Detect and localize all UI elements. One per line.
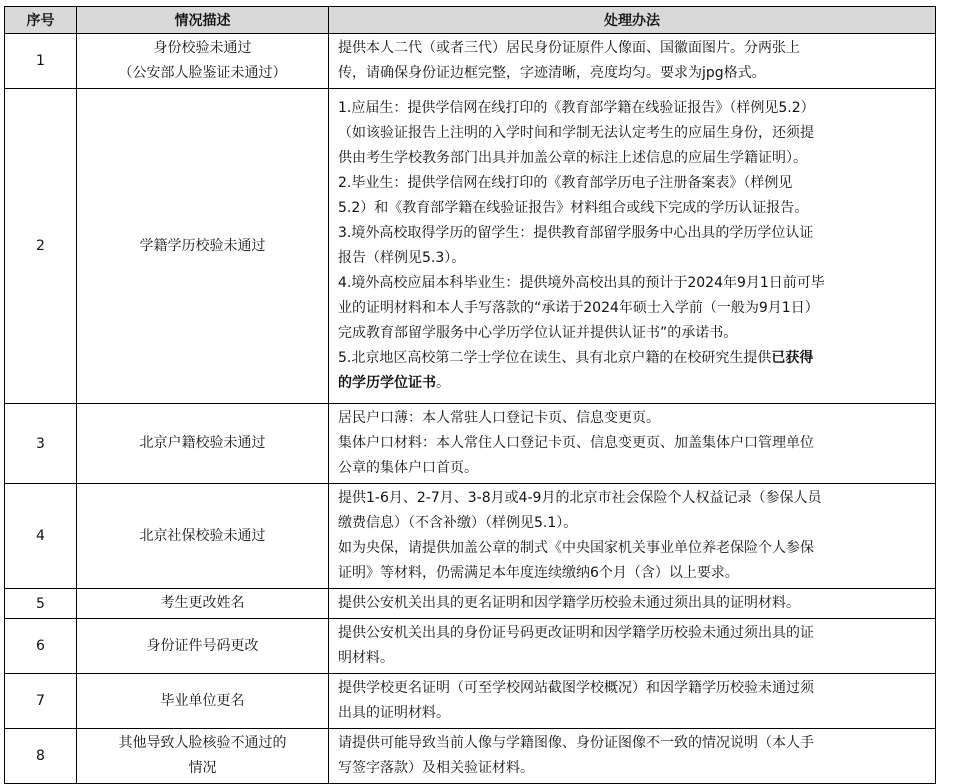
sol-line: 写签字落款）及相关验证材料。 (338, 760, 534, 776)
desc-line: 北京户籍校验未通过 (139, 435, 266, 451)
desc-line: 毕业单位更名 (160, 692, 245, 709)
table-row (5, 674, 936, 729)
row-description (77, 484, 329, 589)
sol-line: 明材料。 (338, 650, 394, 666)
row-description (77, 619, 329, 674)
sol-line (338, 371, 927, 396)
header-num: 序号 (5, 7, 77, 34)
sol-line: 请提供可能导致当前人像与学籍图像、身份证图像不一致的情况说明（本人手 (338, 735, 814, 751)
row-solution (329, 589, 936, 619)
row-number: 1 (5, 34, 77, 89)
sol-line: 出具的证明材料。 (338, 705, 450, 721)
sol-line: （如该验证报告上注明的入学时间和学制无法认定考生的应届生身份，还须提 (338, 125, 814, 141)
table-row (5, 484, 936, 589)
sol-line: 提供1-6月、2-7月、3-8月或4-9月的北京市社会保险个人权益记录（参保人员 (338, 490, 822, 506)
sol-line: 报告（样例见5.3）。 (338, 250, 466, 266)
sol-line: 2.毕业生：提供学信网在线打印的《教育部学历电子注册备案表》（样例见 (338, 175, 793, 191)
row-solution (329, 674, 936, 729)
desc-line: 考生更改姓名 (160, 595, 245, 611)
row-description (77, 34, 329, 89)
sol-line: 提供学校更名证明（可至学校网站截图学校概况）和因学籍学历校验未通过须 (338, 680, 814, 696)
header-desc: 情况描述 (77, 7, 329, 34)
sol-line: 提供公安机关出具的更名证明和因学籍学历校验未通过须出具的证明材料。 (338, 595, 800, 611)
sol-text: 。 (436, 375, 450, 391)
sol-line: 提供公安机关出具的身份证号码更改证明和因学籍学历校验未通过须出具的证 (338, 625, 814, 641)
table-row (5, 89, 936, 404)
desc-line: 其他导致人脸核验不通过的 (118, 735, 287, 751)
table-header-row (5, 7, 936, 34)
sol-line: 缴费信息）（不含补缴）（样例见5.1）。 (338, 515, 578, 531)
sol-text: 5.北京地区高校第二学士学位在读生、具有北京户籍的在校研究生提供 (338, 350, 772, 366)
header-sol: 处理办法 (329, 7, 936, 34)
row-number: 2 (5, 89, 77, 404)
row-number: 8 (5, 729, 77, 784)
sol-line: 业的证明材料和本人手写落款的“承诺于2024年硕士入学前（一般为9月1日） (338, 300, 819, 316)
sol-line: 完成教育部留学服务中心学历学位认证并提供认证书”的承诺书。 (338, 325, 738, 341)
sol-line: 供由考生学校教务部门出具并加盖公章的标注上述信息的应届生学籍证明）。 (338, 150, 807, 166)
desc-line: 身份证件号码更改 (146, 637, 259, 654)
row-number: 6 (5, 619, 77, 674)
sol-bold-text: 的学历学位证书 (338, 375, 436, 391)
sol-line: 1.应届生：提供学信网在线打印的《教育部学籍在线验证报告》（样例见5.2） (338, 100, 815, 116)
table-row (5, 404, 936, 484)
sol-line: 集体户口材料：本人常住人口登记卡页、信息变更页、加盖集体户口管理单位 (338, 435, 814, 451)
sol-line: 公章的集体户口首页。 (338, 460, 478, 476)
desc-line: 身份校验未通过 (153, 40, 252, 56)
table-row (5, 34, 936, 89)
desc-line: 北京社保校验未通过 (139, 527, 266, 544)
table-row (5, 589, 936, 619)
sol-line: 3.境外高校取得学历的留学生：提供教育部留学服务中心出具的学历学位认证 (338, 225, 814, 241)
row-number: 7 (5, 674, 77, 729)
row-solution (329, 34, 936, 89)
sol-line: 证明》等材料，仍需满足本年度连续缴纳6个月（含）以上要求。 (338, 565, 739, 581)
table-row (5, 729, 936, 784)
sol-line: 传，请确保身份证边框完整，字迹清晰，亮度均匀。要求为jpg格式。 (338, 65, 766, 81)
row-description (77, 729, 329, 784)
desc-line: （公安部人脸鉴证未通过） (118, 65, 287, 81)
sol-line (338, 346, 927, 371)
table-row (5, 619, 936, 674)
sol-line: 提供本人二代（或者三代）居民身份证原件人像面、国徽面图片。分两张上 (338, 40, 800, 56)
sol-line: 5.2）和《教育部学籍在线验证报告》材料组合或线下完成的学历认证报告。 (338, 200, 809, 216)
desc-line: 学籍学历校验未通过 (139, 237, 266, 254)
sol-line: 如为央保，请提供加盖公章的制式《中央国家机关事业单位养老保险个人参保 (338, 540, 814, 556)
row-description (77, 589, 329, 619)
row-number: 4 (5, 484, 77, 589)
row-description (77, 89, 329, 404)
row-number: 3 (5, 404, 77, 484)
desc-line: 情况 (188, 760, 217, 776)
row-description (77, 404, 329, 484)
row-solution (329, 89, 936, 404)
row-solution (329, 729, 936, 784)
row-number: 5 (5, 589, 77, 619)
sol-line: 4.境外高校应届本科毕业生：提供境外高校出具的预计于2024年9月1日前可毕 (338, 275, 825, 291)
sol-line: 居民户口薄：本人常驻人口登记卡页、信息变更页。 (338, 410, 660, 426)
row-solution (329, 404, 936, 484)
row-solution (329, 619, 936, 674)
sol-bold-text: 已获得 (771, 350, 814, 366)
handling-table (4, 6, 936, 784)
row-description (77, 674, 329, 729)
row-solution (329, 484, 936, 589)
